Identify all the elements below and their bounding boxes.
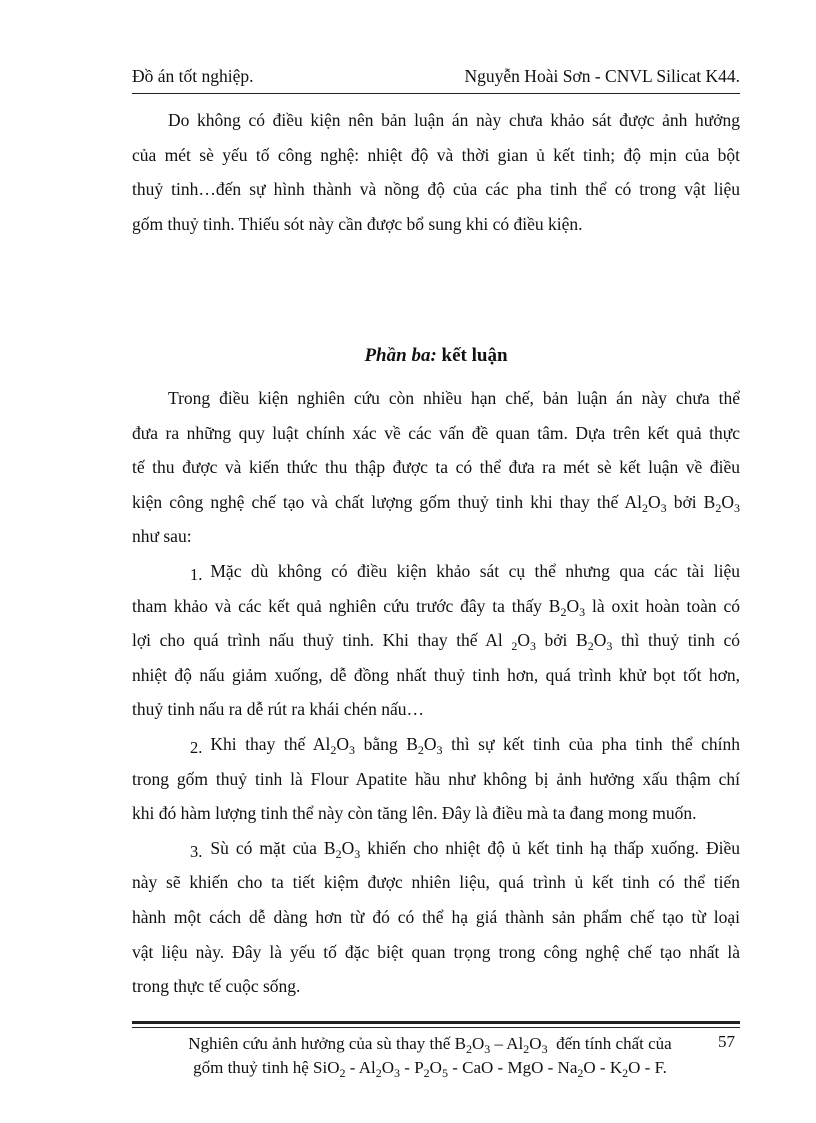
formula-al2o3: $Al_2O_3$: [312, 733, 356, 757]
section-lead: Phần ba:: [364, 345, 437, 366]
intro-paragraph: [132, 103, 740, 241]
text-line: tham khảo và các kết quả nghiên cứu trước đây ta thấy $B_2O_3$ là oxit hoàn toàn có: [132, 595, 740, 619]
text-line: như sau:: [132, 526, 192, 547]
text-line: Do không có điều kiện nên bản luận án này chưa khảo sát được ảnh hưởng: [168, 110, 740, 130]
running-footer: [150, 1032, 710, 1080]
formula-b2o3: $B_2O_3$: [323, 837, 361, 861]
running-header: [132, 66, 740, 90]
text-line: khi đó hàm lượng tinh thể này còn tăng lên. Đây là điều mà ta đang mong muốn.: [132, 803, 697, 824]
formula-p2o5: $P_2O_5$: [414, 1058, 448, 1080]
formula-sio2: SiO$_2$: [313, 1058, 346, 1080]
conclusion-body: [132, 381, 740, 1004]
footer-rule-thin: [132, 1027, 740, 1028]
formula-b2o3: $B_2O_3$: [406, 733, 443, 757]
header-rule: [132, 93, 740, 94]
footer-line-2: gốm thuỷ tinh hệ $SiO_2 - Al_2O_3 - P_2O_5$ - CaO - MgO - $Na_2O - K_2O$ - F.: [193, 1058, 667, 1080]
list-number: 2.: [190, 737, 203, 757]
formula-k2o: $K_2O$: [609, 1058, 641, 1080]
footer-rule-thick: [132, 1021, 740, 1024]
text-line: thuỷ tinh…đến sự hình thành và nồng độ của các pha tinh thể có trong vật liệu: [132, 179, 740, 200]
formula-b2o3: $B_2O_3$: [576, 630, 613, 654]
text-line: thuỷ tinh nấu ra dễ rút ra khái chén nấu…: [132, 699, 425, 720]
text-line: trong thực tế cuộc sống.: [132, 976, 301, 997]
list-number: 3.: [190, 841, 203, 861]
text-line: hành một cách dễ dàng hơn từ đó có thể hạ giá thành sản phẩm chế tạo từ loại: [132, 906, 740, 927]
section-title-text: kết luận: [441, 345, 508, 366]
text-line: trong gốm thuỷ tinh là Flour Apatite hầu như không bị ảnh hưởng xấu thậm chí: [132, 768, 740, 789]
text-line: của mét sè yếu tố công nghệ: nhiệt độ và thời gian ủ kết tinh; độ mịn của bột: [132, 144, 740, 165]
text-line: Trong điều kiện nghiên cứu còn nhiều hạn chế, bản luận án này chưa thể: [168, 388, 740, 408]
text-line: vật liệu này. Đây là yếu tố đặc biệt quan trọng trong công nghệ chế tạo nhất là: [132, 941, 740, 962]
formula-al2o3: Al $_2O_3$: [485, 630, 536, 654]
list-item-2-line: 2. Khi thay thế $Al_2O_3$ bằng $B_2O_3$ thì sự kết tinh của pha tinh thể chính: [190, 733, 740, 757]
header-author: Nguyễn Hoài Sơn - CNVL Silicat K44.: [464, 66, 740, 86]
list-item-3-line: 3. Sù có mặt của $B_2O_3$ khiến cho nhiệt độ ủ kết tinh hạ thấp xuống. Điều: [190, 837, 740, 861]
text-line: lợi cho quá trình nấu thuỷ tinh. Khi thay thế Al $_2O_3$ bởi $B_2O_3$ thì thuỷ tinh có: [132, 630, 740, 654]
text-line: đưa ra những quy luật chính xác về các vấn đề quan tâm. Dựa trên kết quả thực: [132, 422, 740, 443]
formula-b2o3: $B_2O_3$: [454, 1034, 491, 1056]
section-heading: [132, 345, 740, 367]
text-line: này sẽ khiến cho ta tiết kiệm được nhiên liệu, quá trình ủ kết tinh có thể tiến: [132, 872, 740, 893]
text-line: nhiệt độ nấu giảm xuống, dễ đồng nhất thuỷ tinh hơn, quá trình khử bọt tốt hơn,: [132, 664, 740, 685]
formula-al2o3: $Al_2O_3$: [624, 491, 667, 515]
text-line: tế thu được và kiến thức thu thập được ta có thể đưa ra mét sè kết luận về điều: [132, 457, 740, 478]
formula-al2o3: $Al_2O_3$: [506, 1034, 548, 1056]
list-item-1-line: 1. Mặc dù không có điều kiện khảo sát cụ thể nhưng qua các tài liệu: [190, 560, 740, 584]
list-number: 1.: [190, 564, 203, 584]
text-line: gốm thuỷ tinh. Thiếu sót này cần được bổ sung khi có điều kiện.: [132, 213, 583, 234]
header-title: Đồ án tốt nghiệp.: [132, 66, 254, 86]
page-number: 57: [718, 1032, 735, 1051]
formula-b2o3: $B_2O_3$: [703, 491, 740, 515]
formula-na2o: $Na_2O$: [557, 1058, 596, 1080]
text-line: kiện công nghệ chế tạo và chất lượng gốm thuỷ tinh khi thay thế $Al_2O_3$ bởi $B_2O_3$: [132, 491, 740, 515]
formula-al2o3: $Al_2O_3$: [358, 1058, 401, 1080]
footer-line-1: Nghiên cứu ảnh hưởng của sù thay thế $B_2O_3 - Al_2O_3$ đến tính chất của: [188, 1034, 672, 1056]
formula-b2o3: $B_2O_3$: [548, 595, 586, 619]
